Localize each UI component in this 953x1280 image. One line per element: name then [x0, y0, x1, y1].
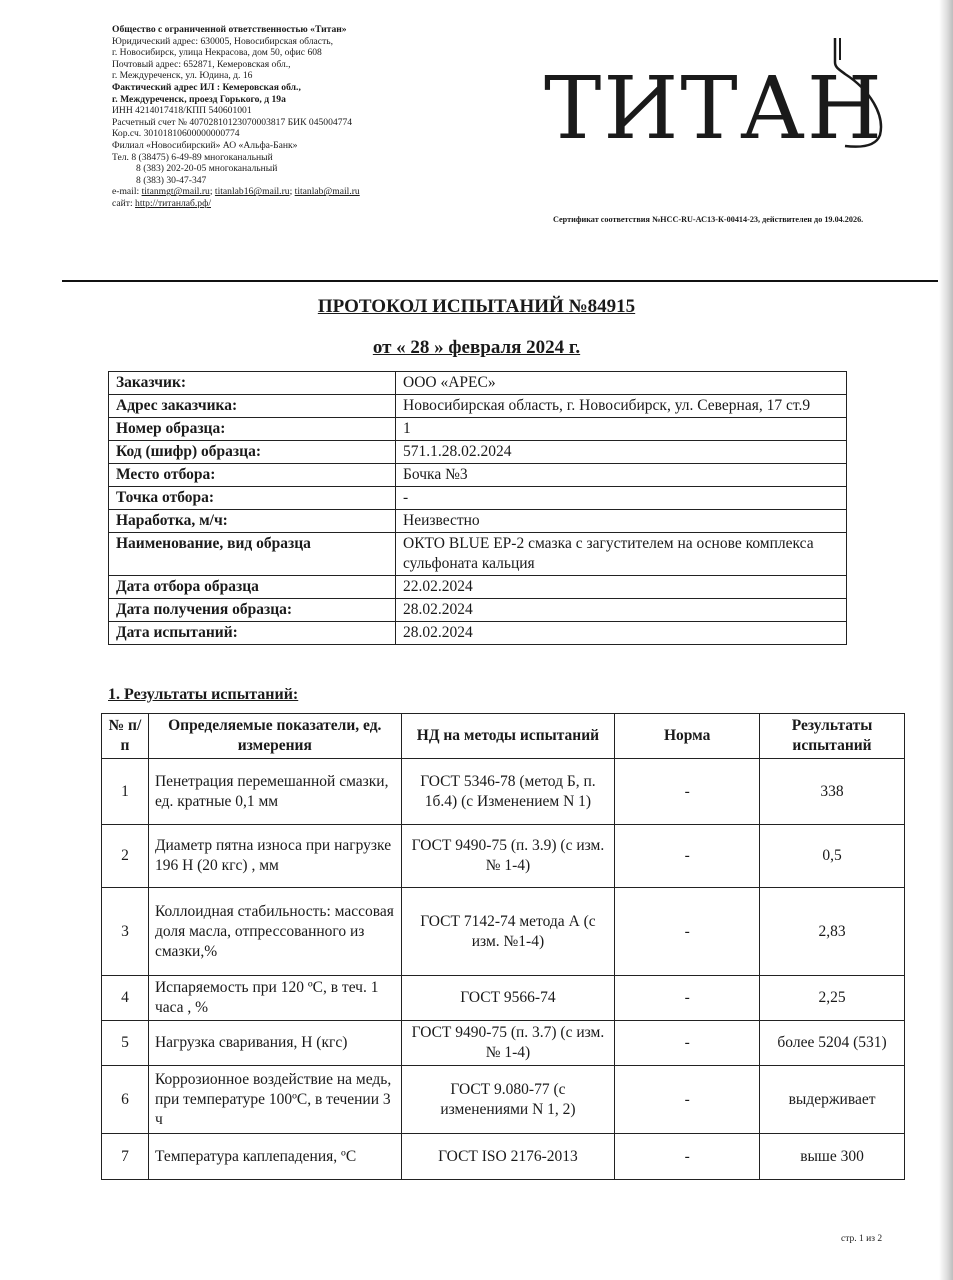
results-section-title: 1. Результаты испытаний: [108, 686, 299, 703]
email-link-3[interactable]: titanlab@mail.ru [294, 186, 360, 198]
results-row [102, 825, 905, 888]
company-line: ИНН 4214017418/КПП 540601001 [112, 105, 252, 117]
info-value: Неизвестно [396, 510, 847, 533]
result-method: ГОСТ 5346-78 (метод Б, п. 1б.4) (с Изменением N 1) [401, 759, 615, 825]
site-link[interactable]: http://титанлаб.рф/ [135, 197, 211, 209]
company-line: Расчетный счет № 40702810123070003817 БИК 045004774 [112, 116, 353, 128]
info-row [109, 441, 847, 464]
result-indicator: Коллоидная стабильность: массовая доля масла, отпрессованного из смазки,% [148, 888, 401, 976]
info-value: 28.02.2024 [396, 622, 847, 645]
scan-edge-shadow [939, 0, 953, 1280]
result-indicator: Нагрузка сваривания, Н (кгс) [148, 1021, 401, 1066]
result-norm: - [615, 759, 760, 825]
info-row [109, 576, 847, 599]
results-header-row [102, 714, 905, 759]
info-key: Заказчик: [109, 372, 396, 395]
info-row [109, 418, 847, 441]
logo-text: ТИТАН [544, 59, 884, 159]
info-value: 571.1.28.02.2024 [396, 441, 847, 464]
header-divider [62, 280, 938, 282]
email-line: e-mail: titanmgt@mail.ru; titanlab16@mail.ru; titanlab@mail.ru [112, 186, 360, 198]
certificate-note: Сертификат соответствия №НСС-RU-АС13-К-00414-23, действителен до 19.04.2026. [553, 215, 864, 224]
results-row [102, 1021, 905, 1066]
info-row [109, 395, 847, 418]
result-indicator: Диаметр пятна износа при нагрузке 196 Н (20 кгс) , мм [148, 825, 401, 888]
phone-line-2: 8 (383) 202-20-05 многоканальный [136, 163, 278, 175]
result-value: 2,83 [760, 888, 905, 976]
result-method: ГОСТ 9566-74 [401, 976, 615, 1021]
protocol-date: от « 28 » февраля 2024 г. [372, 337, 581, 358]
result-value: выдерживает [760, 1066, 905, 1134]
result-number: 7 [102, 1134, 149, 1180]
result-norm: - [615, 888, 760, 976]
site-line [112, 198, 472, 210]
info-value: ОКТО BLUE EP-2 смазка с загустителем на основе комплекса сульфоната кальция [396, 533, 847, 576]
page-number: стр. 1 из 2 [841, 1234, 883, 1244]
header-number: № п/п [102, 714, 149, 759]
company-lines [112, 24, 472, 152]
info-key: Точка отбора: [109, 487, 396, 510]
info-row [109, 622, 847, 645]
info-row [109, 599, 847, 622]
info-key: Дата отбора образца [109, 576, 396, 599]
results-row [102, 888, 905, 976]
company-line: Общество с ограниченной ответственностью «Титан» [112, 24, 347, 35]
phone-line-3: 8 (383) 30-47-347 [136, 174, 207, 186]
result-value: выше 300 [760, 1134, 905, 1180]
result-value: 338 [760, 759, 905, 825]
email-link-2[interactable]: titanlab16@mail.ru [214, 186, 290, 198]
info-row [109, 510, 847, 533]
header-indicator: Определяемые показатели, ед. измерения [148, 714, 401, 759]
result-method: ГОСТ 9490-75 (п. 3.7) (с изм. № 1-4) [401, 1021, 615, 1066]
result-value: 0,5 [760, 825, 905, 888]
header-method: НД на методы испытаний [401, 714, 615, 759]
company-line: Кор.сч. 30101810600000000774 [112, 128, 240, 140]
phone-line-1: Тел. 8 (38475) 6-49-89 многоканальный [112, 151, 273, 163]
company-line: Фактический адрес ИЛ : Кемеровская обл., [112, 81, 301, 93]
sample-info-table [108, 371, 847, 645]
protocol-title: ПРОТОКОЛ ИСПЫТАНИЙ №84915 [317, 296, 636, 317]
info-key: Наработка, м/ч: [109, 510, 396, 533]
result-norm: - [615, 825, 760, 888]
info-value: 28.02.2024 [396, 599, 847, 622]
result-number: 1 [102, 759, 149, 825]
info-value: - [396, 487, 847, 510]
results-table [101, 713, 905, 1180]
result-value: более 5204 (531) [760, 1021, 905, 1066]
company-line: Филиал «Новосибирский» АО «Альфа-Банк» [112, 139, 298, 151]
result-norm: - [615, 1066, 760, 1134]
info-value: Бочка №3 [396, 464, 847, 487]
result-method: ГОСТ 9.080-77 (с изменениями N 1, 2) [401, 1066, 615, 1134]
result-number: 4 [102, 976, 149, 1021]
company-line: г. Междуреченск, проезд Горького, д 19а [112, 93, 286, 105]
company-line: Юридический адрес: 630005, Новосибирская область, [112, 35, 334, 47]
info-row [109, 464, 847, 487]
info-key: Место отбора: [109, 464, 396, 487]
results-row [102, 759, 905, 825]
email-label: e-mail: [112, 186, 142, 198]
company-line: г. Новосибирск, улица Некрасова, дом 50, офис 608 [112, 47, 322, 59]
company-line: Почтовый адрес: 652871, Кемеровская обл., [112, 58, 291, 70]
info-value: Новосибирская область, г. Новосибирск, ул. Северная, 17 ст.9 [396, 395, 847, 418]
company-details [112, 24, 472, 210]
info-row [109, 487, 847, 510]
info-key: Адрес заказчика: [109, 395, 396, 418]
result-indicator: Испаряемость при 120 ºС, в теч. 1 часа , % [148, 976, 401, 1021]
info-key: Дата получения образца: [109, 599, 396, 622]
result-indicator: Пенетрация перемешанной смазки, ед. кратные 0,1 мм [148, 759, 401, 825]
info-key: Номер образца: [109, 418, 396, 441]
result-method: ГОСТ 7142-74 метода А (с изм. №1-4) [401, 888, 615, 976]
result-indicator: Коррозионное воздействие на медь, при температуре 100ºС, в течении 3 ч [148, 1066, 401, 1134]
result-number: 2 [102, 825, 149, 888]
email-link-1[interactable]: titanmgt@mail.ru [141, 186, 210, 198]
result-number: 3 [102, 888, 149, 976]
result-norm: - [615, 1021, 760, 1066]
results-row [102, 1066, 905, 1134]
result-method: ГОСТ ISO 2176-2013 [401, 1134, 615, 1180]
result-norm: - [615, 976, 760, 1021]
info-row [109, 533, 847, 576]
info-key: Наименование, вид образца [109, 533, 396, 576]
result-indicator: Температура каплепадения, ºС [148, 1134, 401, 1180]
site-label: сайт: [112, 197, 136, 209]
result-number: 6 [102, 1066, 149, 1134]
info-row [109, 372, 847, 395]
info-key: Дата испытаний: [109, 622, 396, 645]
result-number: 5 [102, 1021, 149, 1066]
titan-logo [540, 30, 900, 160]
results-row [102, 1134, 905, 1180]
info-key: Код (шифр) образца: [109, 441, 396, 464]
results-row [102, 976, 905, 1021]
result-value: 2,25 [760, 976, 905, 1021]
result-method: ГОСТ 9490-75 (п. 3.9) (с изм. № 1-4) [401, 825, 615, 888]
info-value: 1 [396, 418, 847, 441]
result-norm: - [615, 1134, 760, 1180]
info-value: 22.02.2024 [396, 576, 847, 599]
header-norm: Норма [615, 714, 760, 759]
info-value: ООО «АРЕС» [396, 372, 847, 395]
company-line: г. Междуреченск, ул. Юдина, д. 16 [112, 70, 253, 82]
header-result: Результаты испытаний [760, 714, 905, 759]
